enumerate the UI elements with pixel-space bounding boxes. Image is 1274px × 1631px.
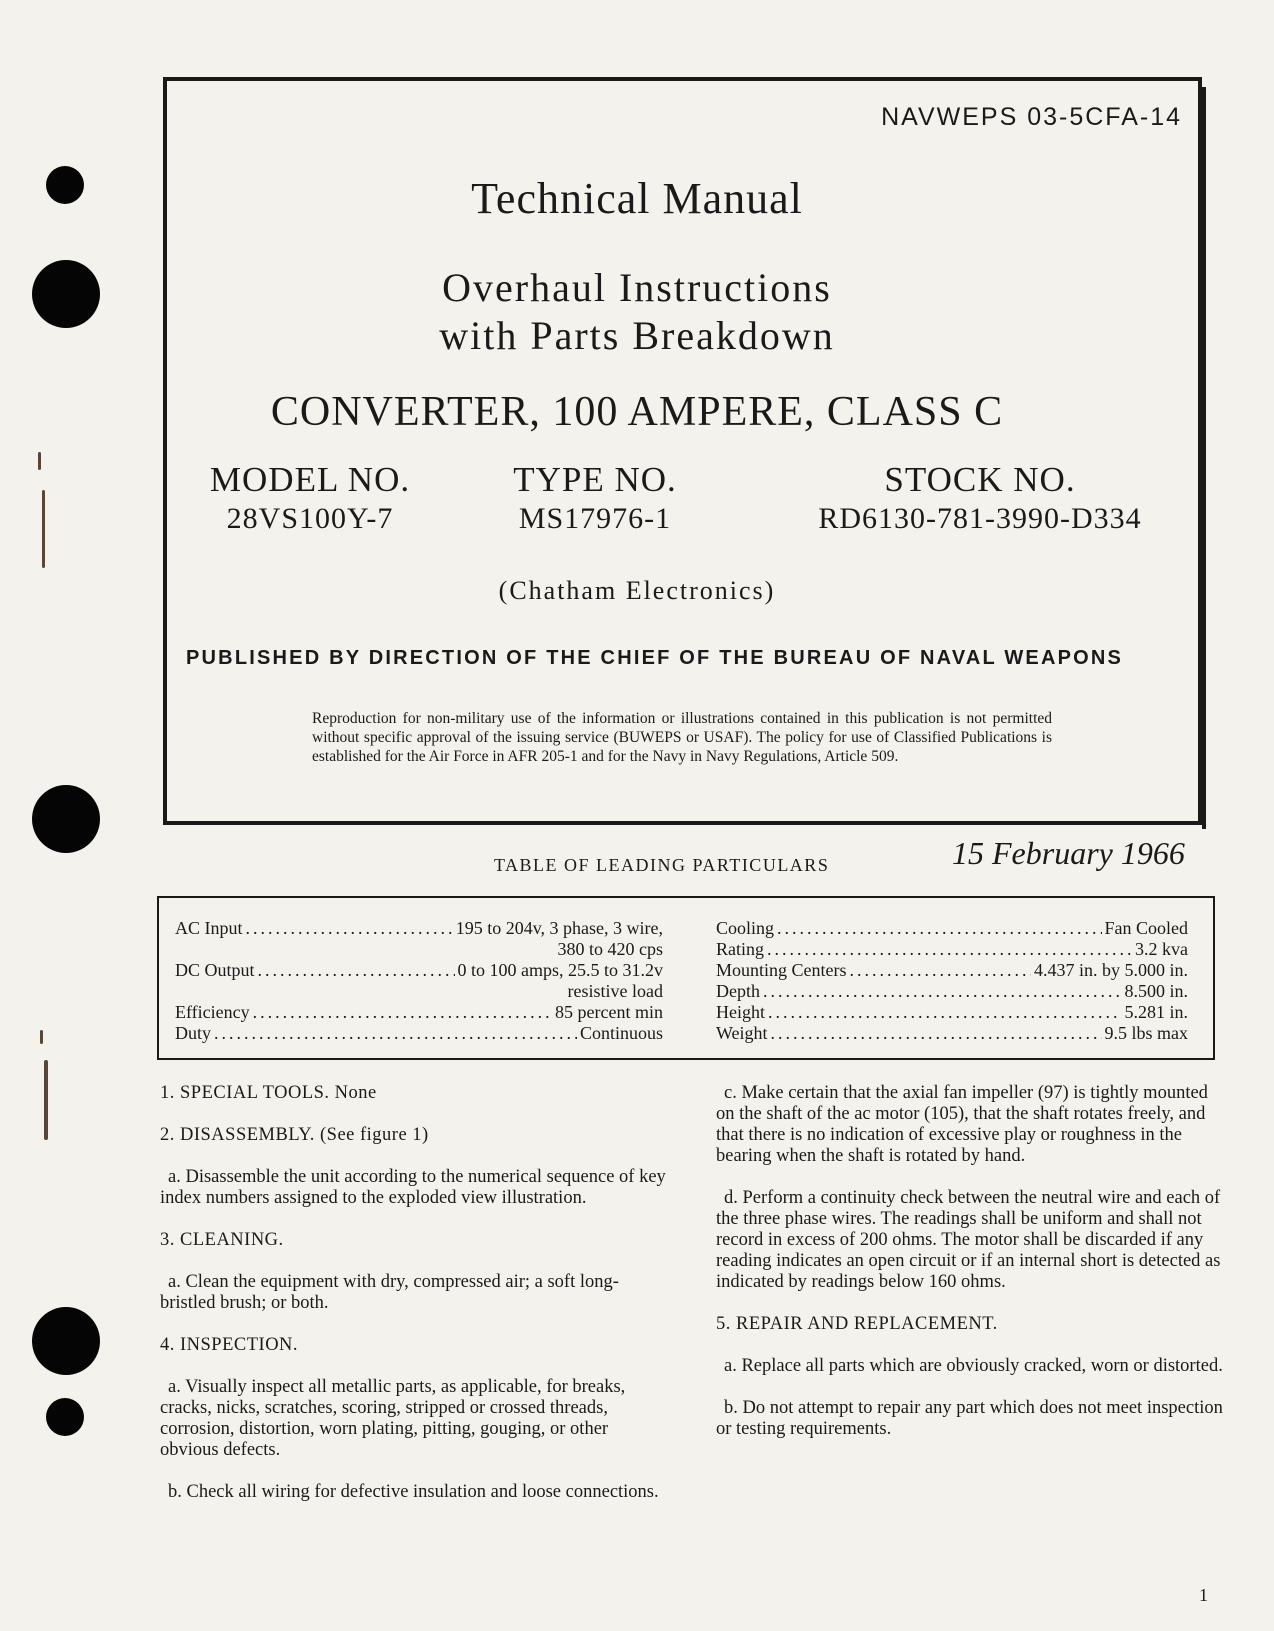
document-number: NAVWEPS 03-5CFA-14 bbox=[881, 103, 1182, 131]
spec-row: Efficiency ..... 85 percent min bbox=[175, 1002, 663, 1023]
body-right-column bbox=[716, 1083, 1224, 1461]
paragraph: b. Do not attempt to repair any part which does not meet inspection or testing requirements. bbox=[716, 1398, 1223, 1439]
spec-row: Weight ..... 9.5 lbs max bbox=[716, 1023, 1188, 1044]
particulars-right-column bbox=[716, 918, 1188, 1044]
spec-row: Mounting Centers ..... 4.437 in. by 5.000 in. bbox=[716, 960, 1188, 981]
paragraph: b. Check all wiring for defective insulation and loose connections. bbox=[168, 1482, 659, 1502]
margin-mark bbox=[38, 452, 41, 470]
binder-hole bbox=[32, 785, 100, 853]
paragraph: a. Replace all parts which are obviously cracked, worn or distorted. bbox=[724, 1356, 1223, 1376]
stock-label: STOCK NO. bbox=[884, 460, 1076, 499]
particulars-left-column bbox=[175, 918, 663, 1044]
paragraph: a. Clean the equipment with dry, compressed air; a soft long-bristled brush; or both. bbox=[160, 1272, 619, 1313]
subtitle-line-1: Overhaul Instructions bbox=[442, 265, 832, 310]
spec-row: AC Input ..... 195 to 204v, 3 phase, 3 wire, bbox=[175, 918, 663, 939]
manual-title: Technical Manual bbox=[471, 174, 803, 223]
reproduction-notice: Reproduction for non-military use of the information or illustrations contained in this publication is not permitted without specific approval of the issuing service (BUWEPS or USAF). The policy for use of Classified Publications is established for the Air Force in AFR 205-1 and for the Navy in Navy Regulations, Article 509. bbox=[312, 710, 1052, 765]
spec-row: DC Output ..... 0 to 100 amps, 25.5 to 31.2v bbox=[175, 960, 663, 981]
margin-mark bbox=[44, 1060, 48, 1140]
paragraph: d. Perform a continuity check between the neutral wire and each of the three phase wires. The readings shall be uniform and shall not record in excess of 200 ohms. The motor shall be discarded if any reading indicates an open circuit or if an internal short is detected as indicated by readings below 160 ohms. bbox=[716, 1188, 1221, 1292]
margin-mark bbox=[42, 490, 45, 568]
spec-row: Duty ..... Continuous bbox=[175, 1023, 663, 1044]
stock-value: RD6130-781-3990-D334 bbox=[818, 502, 1142, 535]
model-number-block bbox=[180, 460, 440, 538]
stock-number-block bbox=[770, 460, 1190, 538]
equipment-name: CONVERTER, 100 AMPERE, CLASS C bbox=[270, 389, 1004, 435]
model-label: MODEL NO. bbox=[209, 460, 411, 499]
section-heading: 2. DISASSEMBLY. (See figure 1) bbox=[160, 1125, 429, 1145]
margin-mark bbox=[40, 1030, 43, 1044]
particulars-heading: TABLE OF LEADING PARTICULARS bbox=[494, 855, 830, 875]
manual-subtitle bbox=[0, 264, 1274, 360]
spec-row: Height ..... 5.281 in. bbox=[716, 1002, 1188, 1023]
section-heading: 3. CLEANING. bbox=[160, 1230, 284, 1250]
page-number: 1 bbox=[1199, 1585, 1208, 1605]
section-heading: 5. REPAIR AND REPLACEMENT. bbox=[716, 1314, 998, 1334]
spec-row-continuation: resistive load bbox=[567, 981, 663, 1001]
body-left-column bbox=[160, 1083, 668, 1524]
spec-row: Depth ..... 8.500 in. bbox=[716, 981, 1188, 1002]
paragraph: a. Disassemble the unit according to the numerical sequence of key index numbers assigned to the exploded view illustration. bbox=[160, 1167, 666, 1208]
type-label: TYPE NO. bbox=[513, 460, 677, 499]
model-value: 28VS100Y-7 bbox=[226, 502, 394, 535]
paragraph: a. Visually inspect all metallic parts, as applicable, for breaks, cracks, nicks, scratches, scoring, stripped or crossed threads, corrosion, distortion, worn plating, pitting, gouging, or other obvious defects. bbox=[160, 1377, 626, 1460]
binder-hole bbox=[46, 1398, 84, 1436]
paragraph: c. Make certain that the axial fan impeller (97) is tightly mounted on the shaft of the ac motor (105), that the shaft rotates freely, and that there is no indication of excessive play or roughness in the bearing when the shaft is rotated by hand. bbox=[716, 1083, 1208, 1166]
spec-row: Cooling ..... Fan Cooled bbox=[716, 918, 1188, 939]
spec-row: Rating ..... 3.2 kva bbox=[716, 939, 1188, 960]
type-value: MS17976-1 bbox=[518, 502, 672, 535]
binder-hole bbox=[32, 1307, 100, 1375]
subtitle-line-2: with Parts Breakdown bbox=[439, 313, 835, 358]
publication-date: 15 February 1966 bbox=[952, 835, 1185, 871]
section-heading: 1. SPECIAL TOOLS. None bbox=[160, 1083, 377, 1103]
published-by: PUBLISHED BY DIRECTION OF THE CHIEF OF THE BUREAU OF NAVAL WEAPONS bbox=[186, 647, 1124, 669]
section-heading: 4. INSPECTION. bbox=[160, 1335, 299, 1355]
type-number-block bbox=[470, 460, 720, 538]
spec-row-continuation: 380 to 420 cps bbox=[557, 939, 663, 959]
manufacturer: (Chatham Electronics) bbox=[498, 576, 776, 605]
